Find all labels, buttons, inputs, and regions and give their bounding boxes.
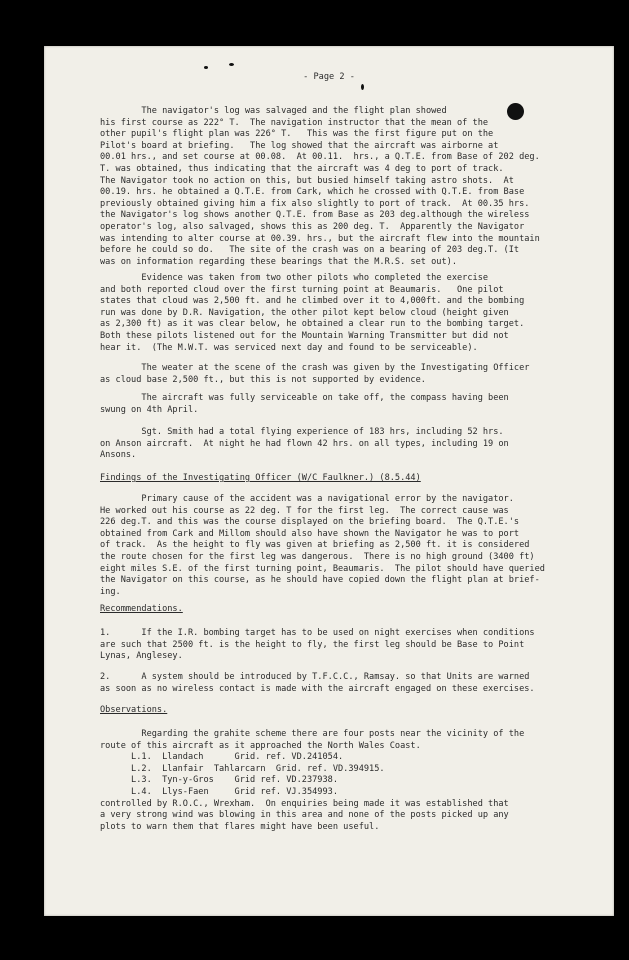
ink-speck	[229, 63, 234, 66]
recommendations-heading: Recommendations.	[100, 604, 183, 614]
text-line: was intending to alter course at 00.39. hrs., but the aircraft flew into the mountain	[100, 233, 540, 244]
text-line: Primary cause of the accident was a navigational error by the navigator.	[100, 494, 514, 504]
paragraph-observations	[100, 729, 600, 833]
document-page	[44, 46, 614, 916]
text-line: his first course as 222° T. The navigation instructor that the mean of the	[100, 117, 489, 128]
text-line: as cloud base 2,500 ft., but this is not supported by evidence.	[100, 374, 426, 385]
text-line: L.2. Llanfair Tahlarcarn Grid. ref. VD.394915.	[100, 763, 385, 774]
text-line: swung on 4th April.	[100, 404, 199, 415]
text-line: Evidence was taken from two other pilots who completed the exercise	[100, 273, 489, 283]
text-line: Sgt. Smith had a total flying experience of 183 hrs, including 52 hrs.	[100, 427, 504, 437]
text-line: Both these pilots listened out for the Mountain Warning Transmitter but did not	[100, 330, 509, 341]
text-line: L.1. Llandach Grid. ref. VD.241054.	[100, 752, 344, 763]
text-line: route of this aircraft as it approached the North Wales Coast.	[100, 740, 421, 751]
paragraph-pilot-experience	[100, 427, 600, 462]
paragraph-evidence	[100, 273, 600, 354]
text-line: operator's log, also salvaged, shows this as 200 deg. T. Apparently the Navigator	[100, 221, 525, 232]
text-line: controlled by R.O.C., Wrexham. On enquiries being made it was established that	[100, 798, 509, 809]
text-line: as soon as no wireless contact is made with the aircraft engaged on these exercises.	[100, 683, 535, 694]
text-line: The aircraft was fully serviceable on take off, the compass having been	[100, 393, 509, 403]
text-line: other pupil's flight plan was 226° T. This was the first figure put on the	[100, 129, 494, 140]
text-line: states that cloud was 2,500 ft. and he climbed over it to 4,000ft. and the bombing	[100, 296, 525, 307]
recommendation-2	[100, 672, 600, 695]
text-line: the Navigator's log shows another Q.T.E. from Base as 203 deg.although the wireless	[100, 210, 530, 221]
text-line: L.4. Llys-Faen Grid ref. VJ.354993.	[100, 786, 338, 797]
text-line: as 2,300 ft) as it was clear below, he obtained a clear run to the bombing target.	[100, 319, 525, 330]
text-line: hear it. (The M.W.T. was serviced next day and found to be serviceable).	[100, 342, 478, 353]
text-line: plots to warn them that flares might have been useful.	[100, 821, 380, 832]
text-line: are such that 2500 ft. is the height to fly, the first leg should be Base to Point	[100, 639, 525, 650]
text-line: ing.	[100, 586, 121, 597]
text-line: L.3. Tyn-y-Gros Grid ref. VD.237938.	[100, 775, 338, 786]
text-line: before he could so do. The site of the crash was on a bearing of 203 deg.T. (It	[100, 245, 520, 256]
paragraph-navigator-log	[100, 106, 600, 268]
text-line: The weater at the scene of the crash was given by the Investigating Officer	[100, 363, 530, 373]
paragraph-weather	[100, 363, 600, 386]
text-line: Lynas, Anglesey.	[100, 651, 183, 662]
text-line: 00.01 hrs., and set course at 00.08. At 00.11. hrs., a Q.T.E. from Base of 202 deg.	[100, 152, 540, 163]
text-line: a very strong wind was blowing in this area and none of the posts picked up any	[100, 810, 509, 821]
text-line: Regarding the grahite scheme there are four posts near the vicinity of the	[100, 729, 525, 739]
text-line: T. was obtained, thus indicating that the aircraft was 4 deg to port of track.	[100, 163, 504, 174]
text-line: run was done by D.R. Navigation, the other pilot kept below cloud (height given	[100, 307, 509, 318]
text-line: 1. If the I.R. bombing target has to be used on night exercises when conditions	[100, 628, 535, 638]
text-line: on Anson aircraft. At night he had flown 42 hrs. on all types, including 19 on	[100, 438, 509, 449]
text-line: of track. As the height to fly was given at briefing as 2,500 ft. it is considered	[100, 540, 530, 551]
text-line: 2. A system should be introduced by T.F.C.C., Ramsay. so that Units are warned	[100, 672, 530, 682]
text-line: He worked out his course as 22 deg. T for the first leg. The correct cause was	[100, 505, 509, 516]
text-line: obtained from Cark and Millom should also have shown the Navigator he was to port	[100, 528, 520, 539]
findings-heading: Findings of the Investigating Officer (W/C Faulkner.) (8.5.44)	[100, 473, 421, 483]
text-line: the route chosen for the first leg was dangerous. There is no high ground (3400 ft)	[100, 551, 535, 562]
text-line: and both reported cloud over the first turning point at Beaumaris. One pilot	[100, 284, 504, 295]
page-number: - Page 2 -	[303, 72, 355, 82]
text-line: previously obtained giving him a fix also slightly to port of track. At 00.35 hrs.	[100, 198, 530, 209]
text-line: 226 deg.T. and this was the course displayed on the briefing board. The Q.T.E.'s	[100, 517, 520, 528]
text-line: eight miles S.E. of the first turning point, Beaumaris. The pilot should have queried	[100, 563, 545, 574]
text-line: Pilot's board at briefing. The log showed that the aircraft was airborne at	[100, 140, 499, 151]
text-line: The navigator's log was salvaged and the flight plan showed	[100, 106, 447, 116]
text-line: Ansons.	[100, 450, 137, 461]
ink-speck	[361, 84, 364, 90]
text-line: The Navigator took no action on this, but busied himself taking astro shots. At	[100, 175, 514, 186]
text-line: 00.19. hrs. he obtained a Q.T.E. from Cark, which he crossed with Q.T.E. from Base	[100, 187, 525, 198]
paragraph-findings	[100, 494, 600, 598]
recommendation-1	[100, 628, 600, 663]
observations-heading: Observations.	[100, 705, 168, 715]
ink-speck	[204, 66, 208, 69]
paragraph-aircraft	[100, 393, 600, 416]
text-line: the Navigator on this course, as he should have copied down the flight plan at brief-	[100, 575, 540, 586]
text-line: was on information regarding these bearings that the M.R.S. set out).	[100, 256, 457, 267]
